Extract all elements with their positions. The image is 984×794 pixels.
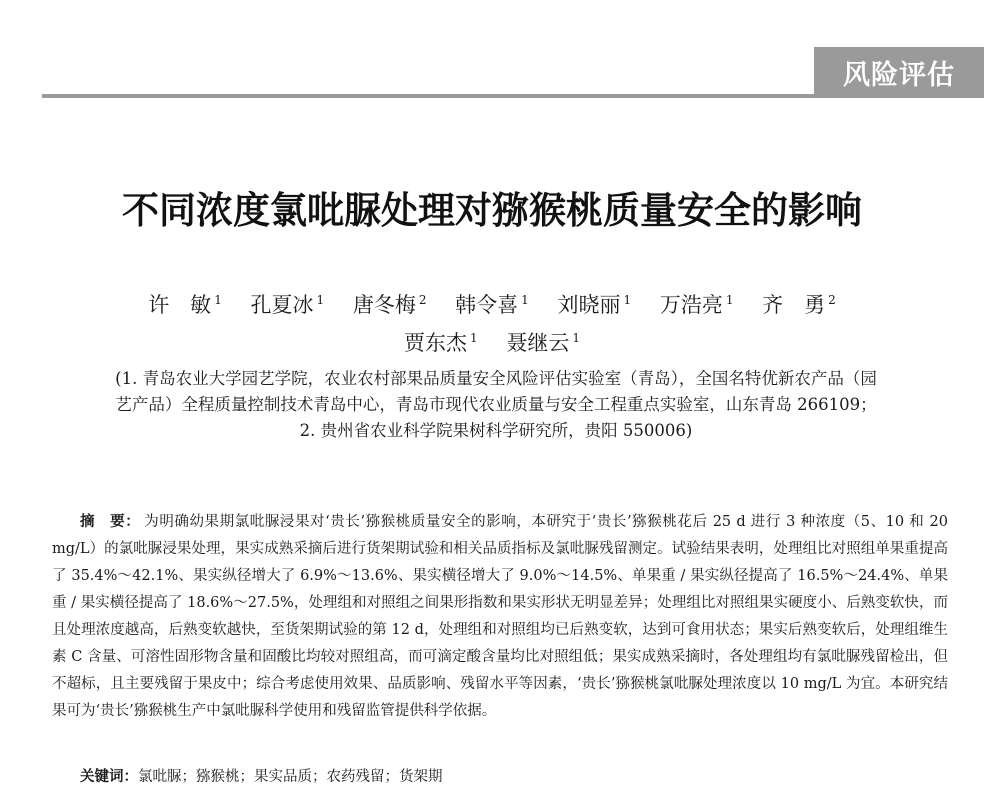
author: 齐 勇 $^2$ bbox=[762, 293, 836, 317]
author: 唐冬梅 $^2$ bbox=[352, 293, 427, 317]
affiliation-line: (1. 青岛农业大学园艺学院，农业农村部果品质量安全风险评估实验室（青岛），全国名特优新农产品（园 bbox=[115, 369, 877, 388]
author: 聂继云 $^1$ bbox=[506, 331, 580, 355]
author-list bbox=[0, 284, 984, 360]
affiliation-line: 2. 贵州省农业科学院果树科学研究所，贵阳 550006) bbox=[299, 421, 693, 440]
paper-title: 不同浓度氯吡脲处理对猕猴桃质量安全的影响 bbox=[122, 189, 862, 232]
author: 韩令喜 $^1$ bbox=[455, 293, 529, 317]
section-tag: 风险评估 bbox=[814, 47, 984, 97]
author-line-1 bbox=[0, 284, 984, 322]
author-line-2 bbox=[0, 322, 984, 360]
author: 贾东杰 $^1$ bbox=[404, 331, 478, 355]
keywords-text: 氯吡脲；猕猴桃；果实品质；农药残留；货架期 bbox=[138, 769, 443, 785]
author: 刘晓丽 $^1$ bbox=[557, 293, 632, 317]
keywords bbox=[80, 764, 940, 791]
abstract-text: 为明确幼果期氯吡脲浸果对‘贵长’猕猴桃质量安全的影响，本研究于‘贵长’猕猴桃花后 25 d 进行 3 种浓度（5、10 和 20 mg/L）的氯吡脲浸果处理，果实成熟采摘后进行货架期试验和相关品质指标及氯吡脲残留测定。试验结果表明，处理组比对照组单果重提高了 35.4%～42.1%、果实纵径增大了 6.9%～13.6%、果实横径增大了 9.0%～14.5%、单果重 / 果实纵径提高了 16.5%～24.4%、单果重 / 果实横径提高了 18.6%～27.5%，处理组和对照组之间果形指数和果实形状无明显差异；处理组比对照组果实硬度小、后熟变软快，而且处理浓度越高，后熟变软越快，至货架期试验的第 12 d，处理组和对照组均已后熟变软，达到可食用状态；果实后熟变软后，处理组维生素 C 含量、可溶性固形物含量和固酸比均较对照组高，而可滴定酸含量均比对照组低；果实成熟采摘时，各处理组均有氯吡脲残留检出，但不超标，且主要残留于果皮中；综合考虑使用效果、品质影响、残留水平等因素，‘贵长’猕猴桃氯吡脲处理浓度以 10 mg/L 为宜。本研究结果可为‘贵长’猕猴桃生产中氯吡脲科学使用和残留监管提供科学依据。 bbox=[52, 514, 948, 719]
abstract-label: 摘 要： bbox=[80, 514, 141, 530]
author: 许 敏 $^1$ bbox=[148, 293, 222, 317]
abstract bbox=[52, 509, 948, 725]
affiliation-line: 艺产品）全程质量控制技术青岛中心，青岛市现代农业质量与安全工程重点实验室，山东青岛 266109； bbox=[115, 395, 877, 414]
affiliations bbox=[46, 366, 946, 444]
author: 孔夏冰 $^1$ bbox=[250, 293, 325, 317]
author: 万浩亮 $^1$ bbox=[659, 293, 734, 317]
keywords-label: 关键词： bbox=[80, 769, 138, 785]
